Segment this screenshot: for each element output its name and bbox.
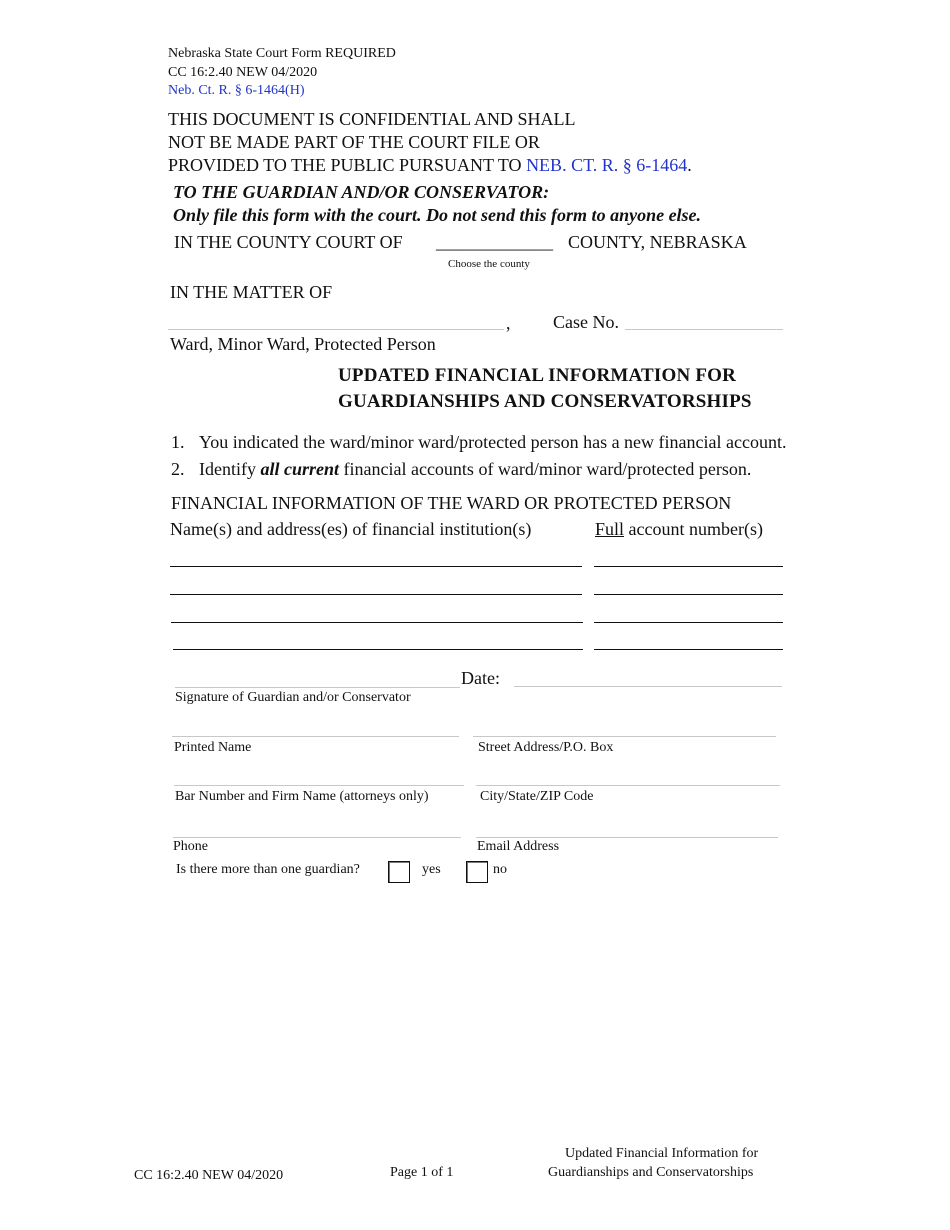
street-line — [473, 736, 776, 737]
account-column-label — [595, 519, 763, 540]
signature-line[interactable] — [175, 687, 460, 688]
date-line — [514, 686, 782, 687]
court-prefix: IN THE COUNTY COURT OF — [174, 232, 403, 252]
yes-checkbox[interactable] — [388, 861, 410, 883]
account-line-2[interactable] — [594, 594, 783, 595]
case-no-label: Case No. — [553, 312, 619, 332]
email-line — [476, 837, 778, 838]
confidential-line-3-suffix: . — [687, 155, 692, 175]
city-line — [476, 785, 780, 786]
email-input[interactable] — [478, 818, 776, 836]
printed-name-input[interactable] — [174, 717, 457, 735]
city-input[interactable] — [478, 766, 778, 784]
footer-page-number: Page 1 of 1 — [390, 1165, 454, 1180]
account-line-1[interactable] — [594, 566, 783, 567]
bar-number-input[interactable] — [176, 766, 462, 784]
confidential-line-2: NOT BE MADE PART OF THE COURT FILE OR — [168, 132, 540, 152]
ward-caption: Ward, Minor Ward, Protected Person — [170, 334, 436, 354]
account-line-3[interactable] — [594, 622, 783, 623]
case-no-input[interactable] — [627, 310, 781, 328]
court-suffix: COUNTY, NEBRASKA — [568, 232, 747, 252]
financial-heading: FINANCIAL INFORMATION OF THE WARD OR PROTECTED PERSON — [171, 493, 732, 513]
signature-label: Signature of Guardian and/or Conservator — [175, 690, 411, 705]
printed-name-line — [172, 736, 459, 737]
yes-label: yes — [422, 862, 441, 877]
case-no-line — [625, 329, 783, 330]
more-guardians-question: Is there more than one guardian? — [176, 862, 360, 877]
footer-title-line-2: Guardianships and Conservatorships — [548, 1165, 754, 1180]
confidential-line-3-prefix: PROVIDED TO THE PUBLIC PURSUANT TO — [168, 155, 527, 175]
rule-link[interactable]: Neb. Ct. R. § 6-1464(H) — [168, 83, 305, 98]
item-text-1: You indicated the ward/minor ward/protected person has a new financial account. — [199, 432, 787, 452]
institution-line-4[interactable] — [173, 649, 583, 650]
guardian-notice-body: Only file this form with the court. Do not send this form to anyone else. — [173, 205, 702, 225]
bar-number-label: Bar Number and Firm Name (attorneys only) — [175, 789, 429, 804]
form-required-label: Nebraska State Court Form REQUIRED — [168, 46, 396, 61]
confidential-line-1: THIS DOCUMENT IS CONFIDENTIAL AND SHALL — [168, 109, 576, 129]
item-text-2 — [199, 459, 751, 480]
city-label: City/State/ZIP Code — [480, 789, 594, 804]
ward-comma: , — [506, 313, 511, 333]
account-column-full: Full — [595, 519, 625, 539]
institution-line-1[interactable] — [170, 566, 582, 567]
institution-line-3[interactable] — [171, 622, 583, 623]
item-2-emphasis: all current — [260, 459, 339, 479]
ward-name-input[interactable] — [170, 310, 500, 328]
confidential-line-3 — [168, 155, 692, 176]
phone-label: Phone — [173, 839, 208, 854]
neb-rule-link[interactable]: NEB. CT. R. § 6-1464 — [526, 155, 688, 175]
county-hint: Choose the county — [448, 258, 530, 270]
form-code: CC 16:2.40 NEW 04/2020 — [168, 65, 318, 80]
matter-label: IN THE MATTER OF — [170, 282, 333, 302]
form-title-line-1: UPDATED FINANCIAL INFORMATION FOR — [338, 365, 737, 386]
ward-name-line — [168, 329, 504, 330]
account-column-rest: account number(s) — [624, 519, 763, 539]
institution-line-2[interactable] — [170, 594, 582, 595]
form-title-line-2: GUARDIANSHIPS AND CONSERVATORSHIPS — [338, 391, 752, 412]
account-line-4[interactable] — [594, 649, 783, 650]
street-label: Street Address/P.O. Box — [478, 740, 614, 755]
no-label: no — [493, 862, 507, 877]
item-number-1: 1. — [171, 432, 185, 452]
street-input[interactable] — [475, 717, 774, 735]
bar-number-line — [174, 785, 464, 786]
date-label: Date: — [461, 668, 500, 688]
item-2-post: financial accounts of ward/minor ward/protected person. — [339, 459, 752, 479]
email-label: Email Address — [477, 839, 560, 854]
phone-line — [173, 837, 461, 838]
footer-title-line-1: Updated Financial Information for — [565, 1146, 759, 1161]
item-number-2: 2. — [171, 459, 185, 479]
item-2-pre: Identify — [199, 459, 261, 479]
county-select[interactable]: _____________ — [436, 232, 553, 252]
no-checkbox[interactable] — [466, 861, 488, 883]
date-input[interactable] — [516, 667, 780, 685]
guardian-notice-heading: TO THE GUARDIAN AND/OR CONSERVATOR: — [173, 182, 550, 202]
footer-form-code: CC 16:2.40 NEW 04/2020 — [134, 1168, 284, 1183]
printed-name-label: Printed Name — [174, 740, 252, 755]
institution-column-label: Name(s) and address(es) of financial institution(s) — [170, 519, 532, 539]
phone-input[interactable] — [175, 818, 459, 836]
